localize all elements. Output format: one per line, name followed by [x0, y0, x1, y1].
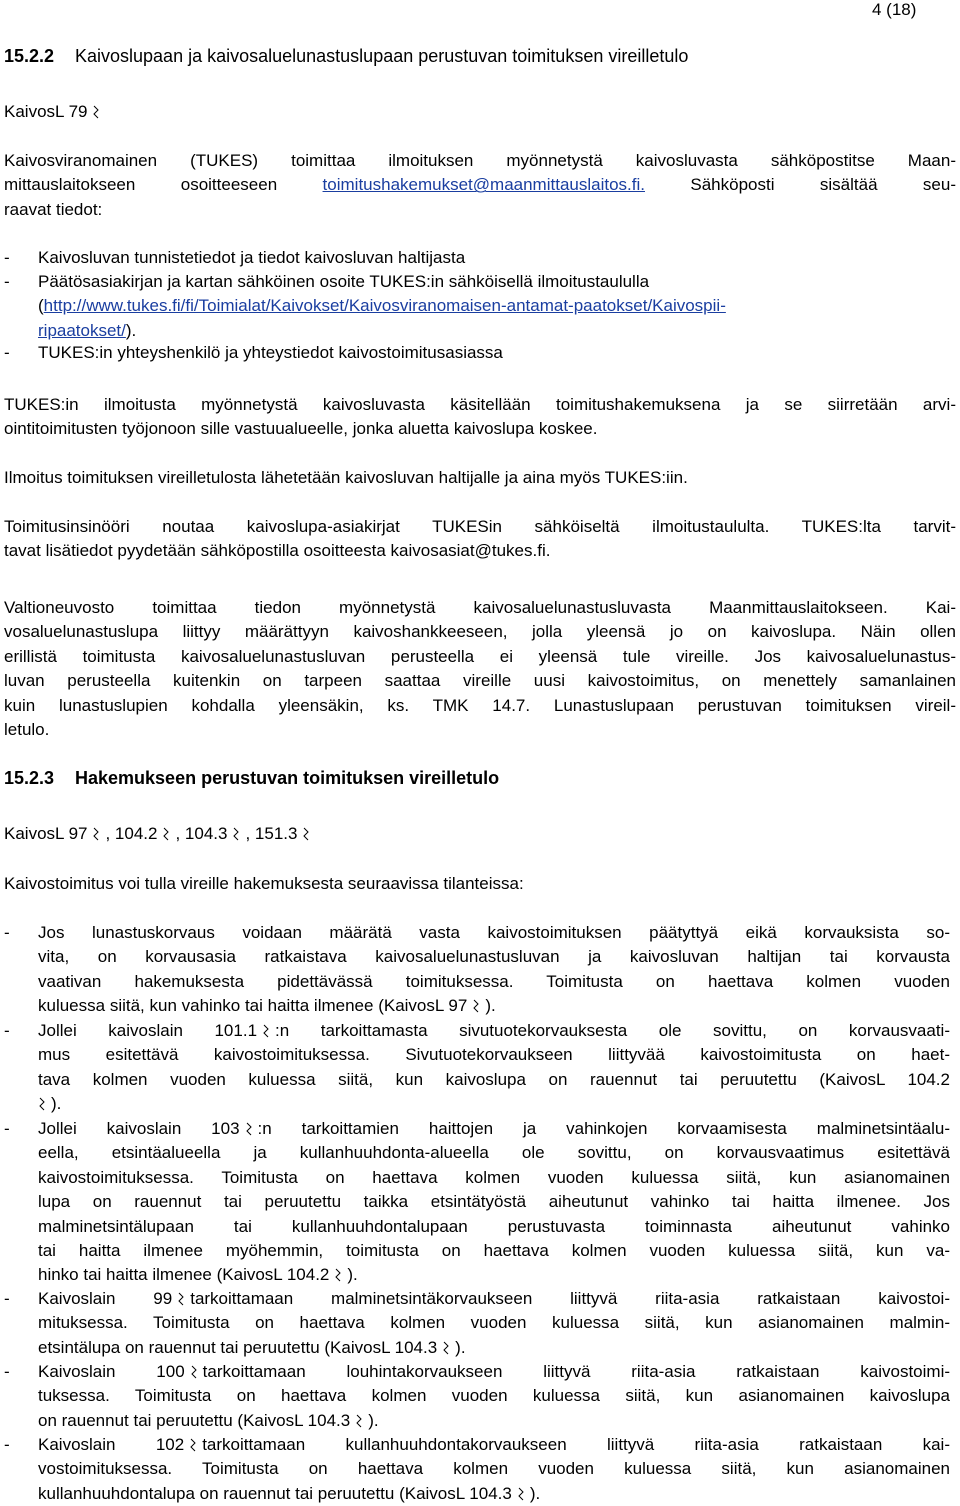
- text-line: letulo.: [4, 720, 50, 740]
- list-item: - Jollei kaivoslain 101.1 :n tarkoittamasta sivutuotekorvauksesta ole sovittu, on korvausvaati- mus esitettävä kaivostoimituksessa. Sivutuotekorvaukseen liittyvää kaivostoimitusta on haet- tava kolmen vuoden kuluessa siitä, kun kaivoslupa on rauennut tai peruutettu (KaivosL 104.2 ).: [4, 1021, 950, 1114]
- law-reference: [4, 100, 105, 124]
- text-line: Ilmoitus toimituksen vireilletulosta lähetetään kaivosluvan haltijalle ja aina myös TUKES:iin.: [4, 468, 688, 487]
- section-sign-icon: [177, 1292, 186, 1306]
- text-line: Kaivosviranomainen (TUKES) toimittaa ilmoituksen myönnetystä kaivosluvasta sähköpostitse Maan-: [4, 151, 956, 170]
- section-sign-icon: [190, 1365, 199, 1379]
- list-item: - Jos lunastuskorvaus voidaan määrätä vasta kaivostoimituksen päätyttyä eikä korvauksista so- vita, on korvausasia ratkaistava kaivosaluelunastusluvan ja kaivosluvan haltijan tai korvausta vaativan hakemuksesta pidettävässä toimituksessa. Toimitusta on haettava kolmen vuoden kuluessa siitä, kun vahinko tai haitta ilmenee (KaivosL 97 ).: [4, 923, 950, 1016]
- section-sign-icon: [245, 1122, 254, 1136]
- text-line: tavat lisätiedot pyydetään sähköpostilla osoitteesta kaivosasiat@tukes.fi.: [4, 541, 551, 561]
- section-sign-icon: [92, 827, 101, 841]
- section-title: Hakemukseen perustuvan toimituksen vireilletulo: [75, 768, 500, 788]
- list-item: - TUKES:in yhteyshenkilö ja yhteystiedot kaivostoimitusasiassa: [4, 343, 503, 362]
- paragraph-intro: [4, 872, 956, 896]
- section-sign-icon: [232, 827, 241, 841]
- list-item: - Päätösasiakirjan ja kartan sähköinen osoite TUKES:in sähköisellä ilmoitustaululla (http://www.tukes.fi/fi/Toimialat/Kaivokset/Kaivosviranomaisen-antamat-paatokset/Kaivospii- ripaatokset/).: [4, 272, 726, 340]
- section-sign-icon: [472, 999, 481, 1013]
- email-link[interactable]: toimitushakemukset@maanmittauslaitos.fi.: [322, 175, 645, 195]
- text-line: Toimitusinsinööri noutaa kaivoslupa-asiakirjat TUKESin sähköiseltä ilmoitustaululta. TUKES:lta tarvit-: [4, 517, 956, 536]
- paragraph-processing: [4, 393, 956, 442]
- paragraph-notification: [4, 149, 956, 222]
- text-line: TUKES:in ilmoitusta myönnetystä kaivosluvasta käsitellään toimitushakemuksena ja se siirretään arvi-: [4, 395, 956, 414]
- section-sign-icon: [334, 1268, 343, 1282]
- list-item: - Kaivoslain 102 tarkoittamaan kullanhuuhdontakorvaukseen liittyvä riita-asia ratkaistaan kai- vostoimituksessa. Toimitusta on haettava kolmen vuoden kuluessa siitä, kun asianomainen kullanhuuhdontalupa on rauennut tai peruutettu (KaivosL 104.3 ).: [4, 1435, 950, 1503]
- paragraph-notice: [4, 466, 956, 490]
- section-sign-icon: [38, 1097, 47, 1111]
- text-line: erillistä toimitusta kaivosaluelunastusluvan perusteella ei yleensä tule vireille. Jos kaivosaluelunastus-: [4, 646, 956, 666]
- section-number: 15.2.2: [4, 46, 55, 66]
- section-sign-icon: [262, 1024, 271, 1038]
- section-title: Kaivoslupaan ja kaivosaluelunastuslupaan perustuvan toimituksen vireilletulo: [75, 46, 689, 66]
- section-sign-icon: [355, 1414, 364, 1428]
- section-sign-icon: [162, 827, 171, 841]
- law-reference: KaivosL 97 , 104.2 , 104.3 , 151.3: [4, 822, 315, 846]
- text-line: raavat tiedot:: [4, 199, 103, 219]
- text-line: ointitoimitusten työjonoon sille vastuualueelle, jonka aluetta kaivoslupa koskee.: [4, 419, 598, 439]
- paragraph-government: [4, 596, 956, 742]
- section-sign-icon: [442, 1341, 451, 1355]
- list-item: - Kaivosluvan tunnistetiedot ja tiedot kaivosluvan haltijasta: [4, 248, 466, 267]
- list-item: - Kaivoslain 99 tarkoittamaan malminetsintäkorvaukseen liittyvä riita-asia ratkaistaan kaivostoi- mituksessa. Toimitusta on haettava kolmen vuoden kuluessa siitä, kun asianomainen malmin- etsintälupa on rauennut tai peruutettu (KaivosL 104.3 ).: [4, 1289, 950, 1357]
- section-sign-icon: [92, 105, 101, 119]
- text-line: luvan perusteella kuitenkin on tarpeen saattaa vireille uusi kaivostoimitus, on menettely samanlainen: [4, 671, 956, 691]
- list-item: - Kaivoslain 100 tarkoittamaan louhintakorvaukseen liittyvä riita-asia ratkaistaan kaivostoimi- tuksessa. Toimitusta on haettava kolmen vuoden kuluessa siitä, kun asianomainen kaivoslupa on rauennut tai peruutettu (KaivosL 104.3 ).: [4, 1362, 951, 1430]
- text-line: Valtioneuvosto toimittaa tiedon myönnetystä kaivosaluelunastusluvasta Maanmittauslaitokseen. Kai-: [4, 598, 956, 617]
- text-line: mittauslaitokseen osoitteeseen toimitushakemukset@maanmittauslaitos.fi. Sähköposti sisältää seu-: [4, 175, 956, 195]
- text-line: kuin lunastuslupien kohdalla yleensäkin, ks. TMK 14.7. Lunastuslupaan perustuvan toimituksen vireil-: [4, 695, 956, 715]
- law-reference-text: KaivosL 79: [4, 102, 88, 121]
- tukes-url-link[interactable]: http://www.tukes.fi/fi/Toimialat/Kaivokset/Kaivosviranomaisen-antamat-paatokset/Kaivospii-: [43, 296, 726, 316]
- tukes-url-link-continued[interactable]: ripaatokset/: [38, 320, 126, 340]
- section-number: 15.2.3: [4, 768, 55, 788]
- section-heading-15-2-3: [4, 766, 499, 790]
- text-line: vosaluelunastuslupa liittyy määrättyyn kaivoshankkeeseen, jolla yleensä jo on kaivoslupa. Näin ollen: [4, 622, 956, 642]
- text-line: Kaivostoimitus voi tulla vireille hakemuksesta seuraavissa tilanteissa:: [4, 874, 524, 893]
- section-sign-icon: [302, 827, 311, 841]
- page-number: 4 (18): [872, 0, 917, 19]
- section-sign-icon: [189, 1438, 198, 1452]
- section-sign-icon: [517, 1487, 526, 1501]
- section-heading-15-2-2: [4, 44, 688, 68]
- list-item: - Jollei kaivoslain 103 :n tarkoittamien haittojen ja vahinkojen korvaamisesta malminetsintäalu- eella, etsintäalueella ja kullanhuuhdonta-alueella ole sovittu, on korvausvaatimus esitettävä kaivostoimituksessa. Toimitusta on haettava kolmen vuoden kuluessa siitä, kun asianomainen lupa on rauennut tai peruutettu taikka etsintätyöstä aiheutunut vahinko tai haitta ilmenee. Jos malminetsintälupaan tai kullanhuuhdontalupaan perustuvasta toiminnasta aiheutunut vahinko tai haitta ilmenee myöhemmin, toimitusta on haettava kolmen vuoden kuluessa siitä, kun va- hinko tai haitta ilmenee (KaivosL 104.2 ).: [4, 1119, 951, 1285]
- paragraph-documents: [4, 515, 956, 564]
